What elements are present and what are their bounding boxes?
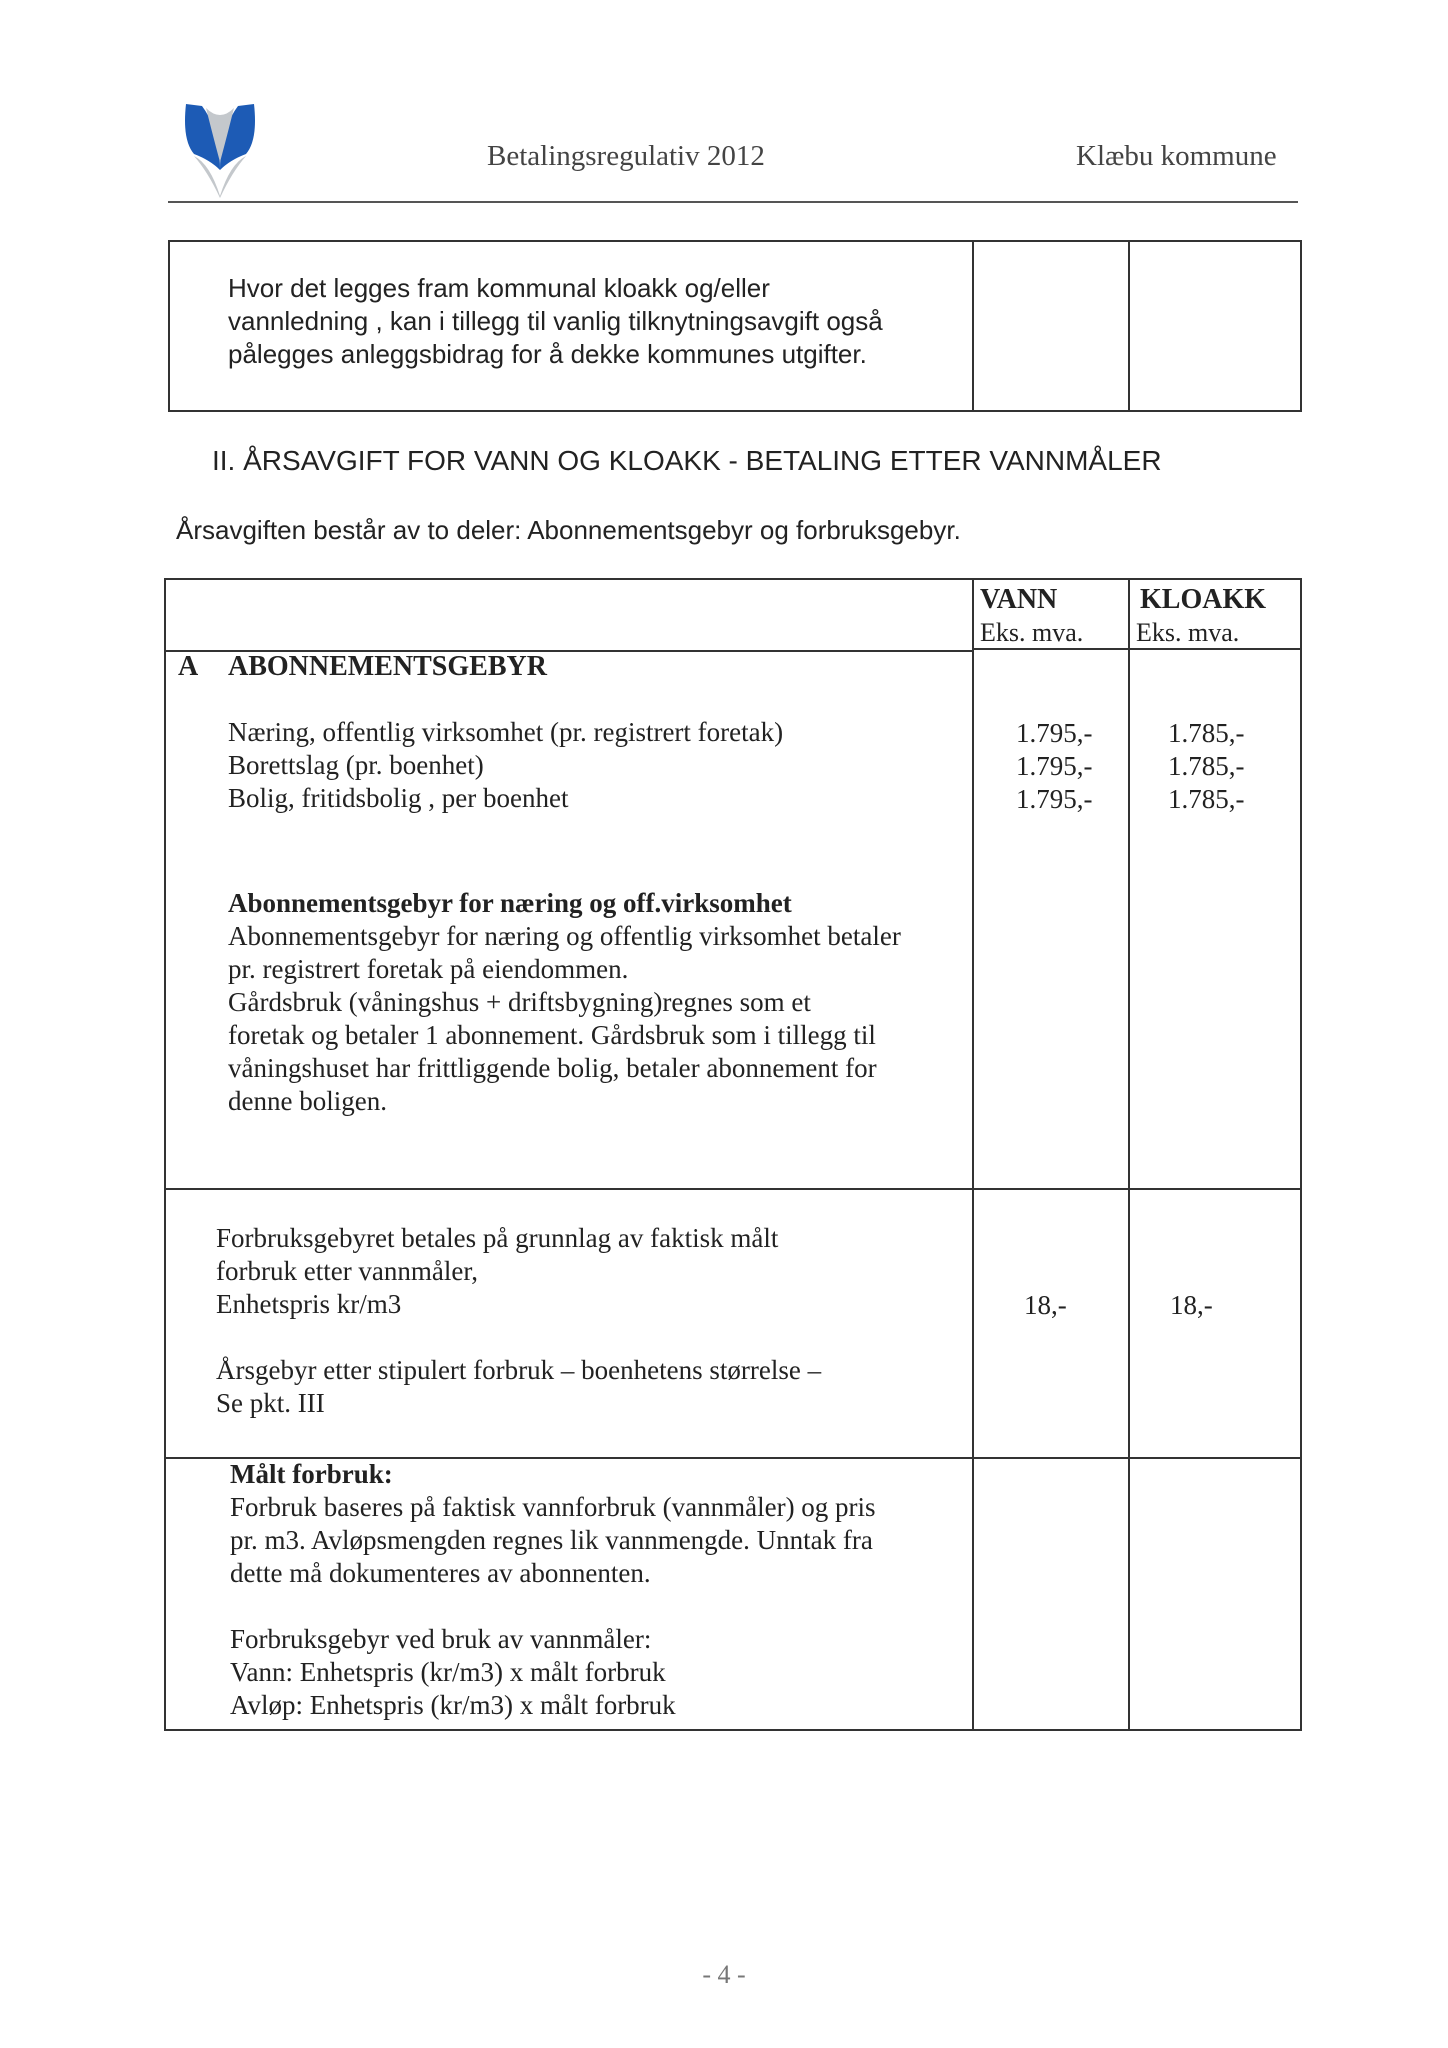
fee-vann: 1.795,- — [1016, 751, 1093, 781]
malt-line: dette må dokumenteres av abonnenten. — [230, 1558, 651, 1588]
fee-label: Bolig, fritidsbolig , per boenhet — [228, 783, 569, 813]
enhetspris-kloakk: 18,- — [1170, 1290, 1213, 1320]
enhetspris-vann: 18,- — [1024, 1290, 1067, 1320]
stipulert-line: Se pkt. III — [216, 1388, 325, 1418]
top-box-divider-2 — [1128, 240, 1130, 412]
abonnement-line: Abonnementsgebyr for næring og offentlig virksomhet betaler — [228, 921, 901, 951]
abonnement-line: våningshuset har frittliggende bolig, betaler abonnement for — [228, 1053, 877, 1083]
malt-line: Forbruk baseres på faktisk vannforbruk (vannmåler) og pris — [230, 1492, 876, 1522]
stipulert-line: Årsgebyr etter stipulert forbruk – boenhetens størrelse – — [216, 1355, 822, 1385]
row-a-letter: A — [178, 651, 199, 682]
section-heading: II. ÅRSAVGIFT FOR VANN OG KLOAKK - BETALING ETTER VANNMÅLER — [212, 445, 1162, 476]
fee-label: Borettslag (pr. boenhet) — [228, 750, 484, 780]
header-rule — [168, 201, 1298, 203]
vannmaler-line: Avløp: Enhetspris (kr/m3) x målt forbruk — [230, 1690, 676, 1720]
vannmaler-line: Forbruksgebyr ved bruk av vannmåler: — [230, 1624, 652, 1654]
top-box-divider-1 — [972, 240, 974, 412]
top-box-line: vannledning , kan i tillegg til vanlig tilknytningsavgift også — [228, 306, 883, 336]
col-subheader-vann: Eks. mva. — [980, 618, 1084, 647]
col-header-vann: VANN — [980, 584, 1058, 615]
col-subheader-kloakk: Eks. mva. — [1136, 618, 1240, 647]
malt-heading: Målt forbruk: — [230, 1459, 393, 1489]
top-box-line: Hvor det legges fram kommunal kloakk og/eller — [228, 273, 770, 303]
municipality-name: Klæbu kommune — [1076, 140, 1277, 172]
document-title: Betalingsregulativ 2012 — [487, 140, 765, 172]
col-header-kloakk: KLOAKK — [1140, 584, 1267, 615]
fee-vann: 1.795,- — [1016, 718, 1093, 748]
row-a-title: ABONNEMENTSGEBYR — [228, 651, 547, 682]
municipality-logo-icon — [180, 100, 260, 200]
forbruk-line: Enhetspris kr/m3 — [216, 1289, 402, 1319]
abonnement-line: Gårdsbruk (våningshus + driftsbygning)regnes som et — [228, 987, 811, 1017]
abonnement-heading: Abonnementsgebyr for næring og off.virksomhet — [228, 888, 792, 918]
fee-label: Næring, offentlig virksomhet (pr. registrert foretak) — [228, 717, 784, 747]
vannmaler-line: Vann: Enhetspris (kr/m3) x målt forbruk — [230, 1657, 666, 1687]
table-divider-vann — [972, 578, 974, 1731]
row-forbruk-rule — [164, 1188, 1302, 1190]
fee-kloakk: 1.785,- — [1168, 784, 1245, 814]
top-box-line: pålegges anleggsbidrag for å dekke kommunes utgifter. — [228, 339, 867, 369]
fee-kloakk: 1.785,- — [1168, 718, 1245, 748]
abonnement-line: denne boligen. — [228, 1086, 387, 1116]
table-divider-kloakk — [1128, 578, 1130, 1731]
fee-vann: 1.795,- — [1016, 784, 1093, 814]
forbruk-line: forbruk etter vannmåler, — [216, 1256, 479, 1286]
section-intro: Årsavgiften består av to deler: Abonnementsgebyr og forbruksgebyr. — [176, 515, 961, 545]
fee-kloakk: 1.785,- — [1168, 751, 1245, 781]
malt-line: pr. m3. Avløpsmengden regnes lik vannmengde. Unntak fra — [230, 1525, 873, 1555]
abonnement-line: pr. registrert foretak på eiendommen. — [228, 954, 629, 984]
forbruk-line: Forbruksgebyret betales på grunnlag av faktisk målt — [216, 1223, 779, 1253]
header-row-rule — [972, 648, 1302, 650]
page-number: - 4 - — [702, 1960, 746, 1989]
abonnement-line: foretak og betaler 1 abonnement. Gårdsbruk som i tillegg til — [228, 1020, 876, 1050]
